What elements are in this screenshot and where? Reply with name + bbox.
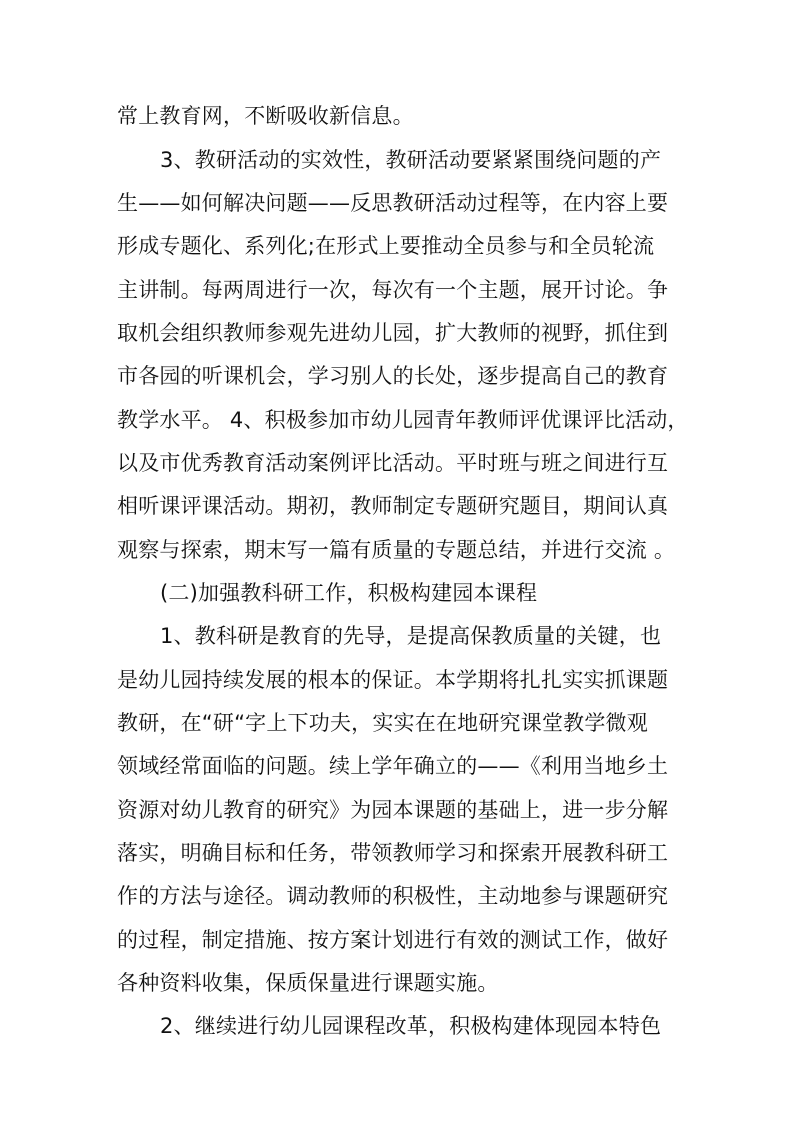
paragraph-2-start: 2、继续进行幼儿园课程改革，积极构建体现园本特色 xyxy=(160,1014,662,1038)
text-line: 是幼儿园持续发展的根本的保证。本学期将扎扎实实抓课题 xyxy=(117,668,669,692)
text-line: 落实，明确目标和任务，带领教师学习和探索开展教科研工 xyxy=(117,841,669,865)
text-line: 生——如何解决问题——反思教研活动过程等，在内容上要 xyxy=(117,191,669,215)
text-line: 市各园的听课机会，学习别人的长处，逐步提高自己的教育 xyxy=(117,364,669,388)
paragraph-1-start: 1、教科研是教育的先导，是提高保教质量的关键，也 xyxy=(160,624,662,648)
text-line: 的过程，制定措施、按方案计划进行有效的测试工作，做好 xyxy=(117,928,669,952)
text-line: 形成专题化、系列化;在形式上要推动全员参与和全员轮流 xyxy=(117,234,655,258)
text-line: 主讲制。每两周进行一次，每次有一个主题，展开讨论。争 xyxy=(117,278,669,302)
text-line: 常上教育网，不断吸收新信息。 xyxy=(117,104,414,128)
text-line: 资源对幼儿教育的研究》为园本课题的基础上，进一步分解 xyxy=(117,798,669,822)
text-line: 观察与探索，期末写一篇有质量的专题总结，并进行交流 。 xyxy=(117,538,676,562)
text-line: 各种资料收集，保质保量进行课题实施。 xyxy=(117,971,499,995)
text-line: 作的方法与途径。调动教师的积极性，主动地参与课题研究 xyxy=(117,884,669,908)
paragraph-3-start: 3、教研活动的实效性，教研活动要紧紧围绕问题的产 xyxy=(160,148,662,172)
text-line: 领域经常面临的问题。续上学年确立的——《利用当地乡土 xyxy=(117,754,669,778)
text-line: 以及市优秀教育活动案例评比活动。平时班与班之间进行互 xyxy=(117,451,669,475)
text-line: 教研，在“研“字上下功夫，实实在在地研究课堂教学微观 xyxy=(117,711,648,735)
text-line: 相听课评课活动。期初，教师制定专题研究题目，期间认真 xyxy=(117,494,669,518)
section-heading: (二)加强教科研工作，积极构建园本课程 xyxy=(160,581,538,605)
text-line: 取机会组织教师参观先进幼儿园，扩大教师的视野，抓住到 xyxy=(117,321,669,345)
text-line: 教学水平。 4、积极参加市幼儿园青年教师评优课评比活动， xyxy=(117,408,689,432)
